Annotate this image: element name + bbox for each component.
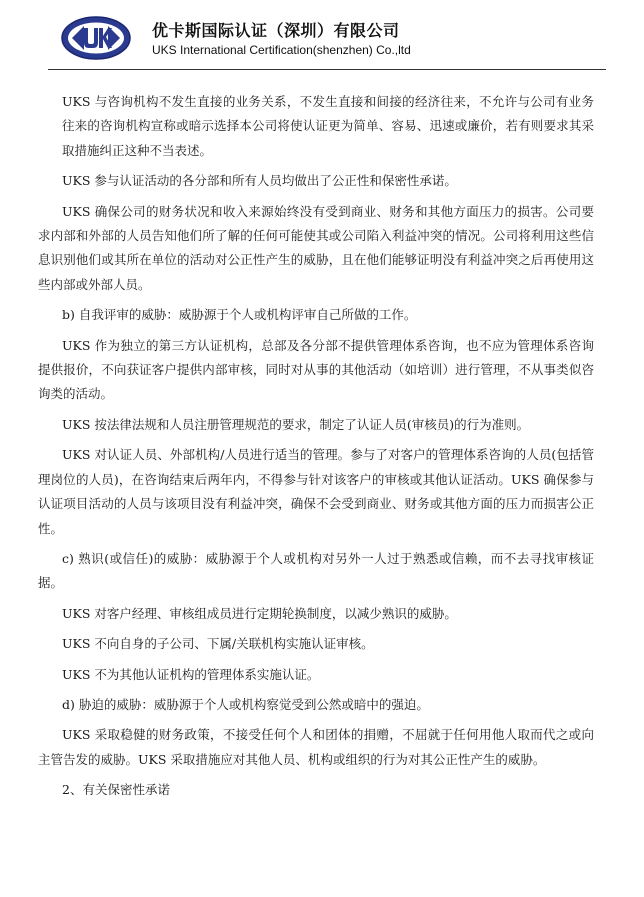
paragraph-financial: UKS 确保公司的财务状况和收入来源始终没有受到商业、财务和其他方面压力的损害。公司要求内部和外部的人员告知他们所了解的任何可能使其或公司陷入利益冲突的情况。公司将利用这些信息识别他们或其所在单位的活动对公正性产生的威胁，且在他们能够证明没有利益冲突之后再使用这些内部或外部人员。: [38, 203, 594, 292]
company-name-english: UKS International Certification(shenzhen) Co.,ltd: [152, 43, 411, 57]
paragraph-personnel-management: UKS 对认证人员、外部机构/人员进行适当的管理。参与了对客户的管理体系咨询的人员(包括管理岗位的人员)，在咨询结束后两年内，不得参与针对该客户的审核或其他认证活动。UKS 确保参与认证项目活动的人员与该项目没有利益冲突，确保不会受到商业、财务或其他方面的压力而损害公正性。: [38, 447, 594, 536]
paragraph-self-review: b) 自我评审的威胁：威胁源于个人或机构评审自己所做的工作。: [62, 307, 417, 323]
paragraph-subsidiaries: UKS 不向自身的子公司、下属/关联机构实施认证审核。: [62, 636, 374, 652]
paragraph-commitment: UKS 参与认证活动的各分部和所有人员均做出了公正性和保密性承诺。: [62, 173, 457, 189]
document-body: [38, 90, 594, 803]
paragraph-third-party: UKS 作为独立的第三方认证机构，总部及各分部不提供管理体系咨询，也不应为管理体系咨询提供报价，不向获证客户提供内部审核，同时对从事的其他活动（如培训）进行管理，不从事类似咨询类的活动。: [38, 337, 594, 402]
paragraph-rotation: UKS 对客户经理、审核组成员进行定期轮换制度，以减少熟识的威胁。: [62, 605, 457, 621]
paragraph-financial-policy: UKS 采取稳健的财务政策，不接受任何个人和团体的捐赠，不屈就于任何用他人取而代之或向主管告发的威胁。UKS 采取措施应对其他人员、机构或组织的行为对其公正性产生的威胁。: [38, 727, 594, 767]
paragraph-intimidation: d) 胁迫的威胁：威胁源于个人或机构察觉受到公然或暗中的强迫。: [62, 696, 429, 712]
paragraph-code-of-conduct: UKS 按法律法规和人员注册管理规范的要求，制定了认证人员(审核员)的行为准则。: [62, 416, 530, 432]
header-divider: [48, 69, 606, 70]
paragraph-familiarity: c) 熟识(或信任)的威胁：威胁源于个人或机构对另外一人过于熟悉或信赖，而不去寻找审核证据。: [38, 550, 594, 591]
company-name-chinese: 优卡斯国际认证（深圳）有限公司: [152, 21, 400, 40]
section-heading-confidentiality: 2、有关保密性承诺: [62, 782, 170, 798]
paragraph-other-bodies: UKS 不为其他认证机构的管理体系实施认证。: [62, 666, 320, 682]
uks-logo-icon: [60, 15, 132, 61]
paragraph-uks-consulting: UKS 与咨询机构不发生直接的业务关系，不发生直接和间接的经济往来，不允许与公司有业务往来的咨询机构宣称或暗示选择本公司将使认证更为简单、容易、迅速或廉价，若有则要求其采取措施纠正这种不当表述。: [62, 94, 594, 158]
document-header: [60, 12, 610, 68]
